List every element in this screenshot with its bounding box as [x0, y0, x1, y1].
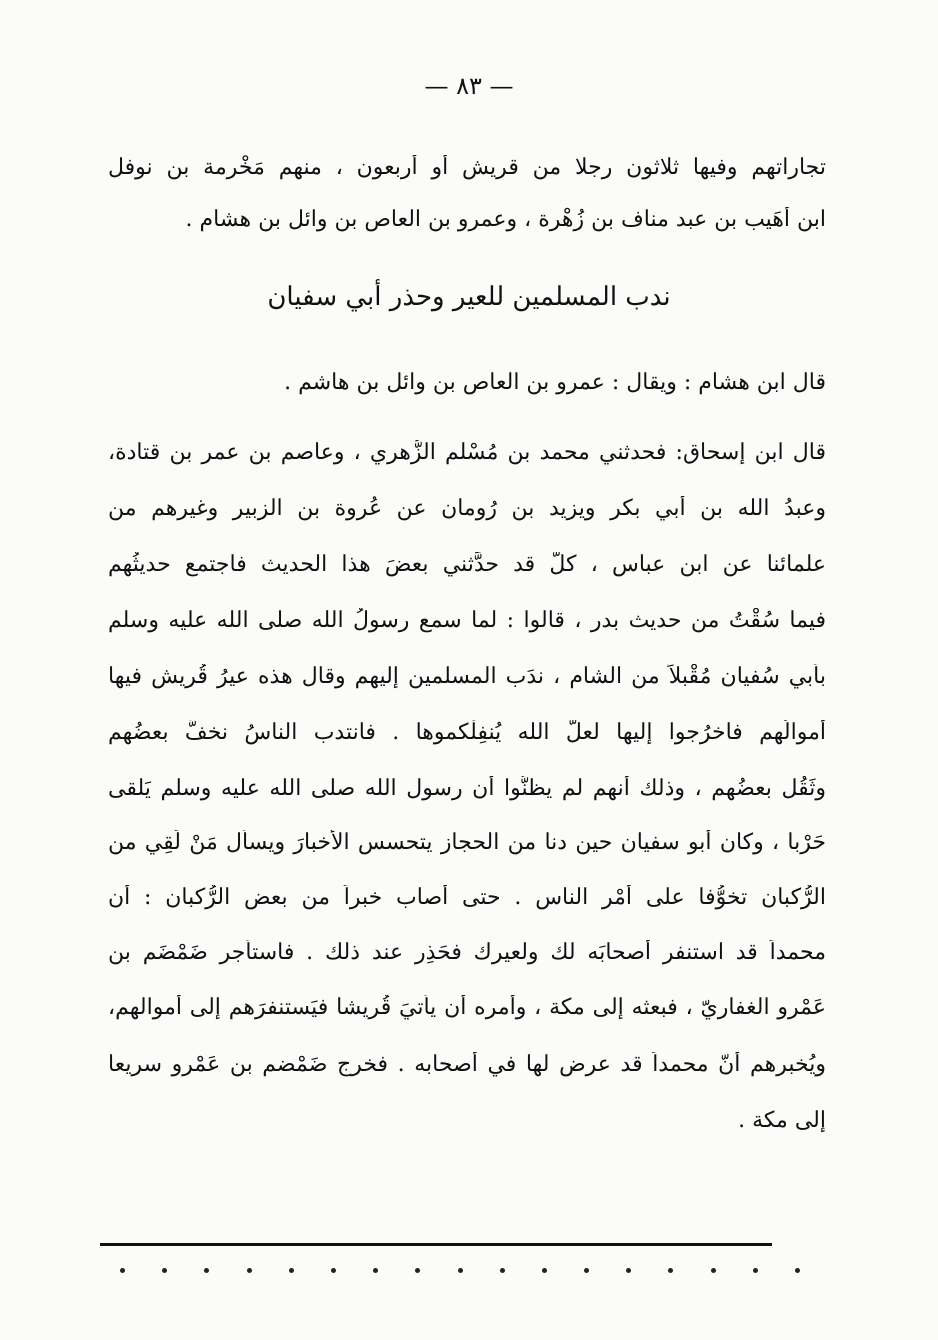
page-number: — ٨٣ —	[424, 72, 514, 100]
section-heading: ندب المسلمين للعير وحذر أبي سفيان	[267, 282, 671, 312]
dot	[120, 1268, 125, 1273]
dot	[626, 1268, 631, 1273]
dot	[711, 1268, 716, 1273]
dot	[204, 1268, 209, 1273]
text-line: بأبي سُفيان مُقْبلاً من الشام ، ندَب المسلمين إليهم وقال هذه عيرُ قُريش فيها	[108, 664, 826, 689]
dot	[458, 1268, 463, 1273]
dot	[584, 1268, 589, 1273]
text-line: محمداً قد استنفر أصحابَه لك ولعيرك فحَذِر عند ذلك . فاستأجر ضَمْضَم بن	[108, 940, 826, 965]
dot	[162, 1268, 167, 1273]
dot	[289, 1268, 294, 1273]
text-line: قال ابن إسحاق: فحدثني محمد بن مُسْلم الزُّهري ، وعاصم بن عمر بن قتادة،	[108, 440, 826, 465]
dot	[500, 1268, 505, 1273]
dot	[542, 1268, 547, 1273]
footer-dots	[120, 1268, 800, 1273]
dot	[415, 1268, 420, 1273]
footer-rule	[100, 1243, 772, 1246]
text-line: تجاراتهم وفيها ثلاثون رجلا من قريش أو أربعون ، منهم مَخْرمة بن نوفل	[108, 155, 826, 180]
text-line: حَرْبا ، وكان أبو سفيان حين دنا من الحجاز يتحسس الأخبارَ ويسأل مَنْ لَقِي من	[108, 830, 826, 855]
dot	[753, 1268, 758, 1273]
dot	[331, 1268, 336, 1273]
dot	[247, 1268, 252, 1273]
text-line: الرُّكبان تخوُّفا على أمْر الناس . حتى أصاب خبراً من بعض الرُّكبان : أن	[108, 885, 826, 910]
dot	[668, 1268, 673, 1273]
editor-note: قال ابن هشام : ويقال : عمرو بن العاص بن وائل بن هاشم .	[284, 370, 826, 395]
text-line: عَمْرو الغفاريّ ، فبعثه إلى مكة ، وأمره أن يأتيَ قُريشا فيَستنفرَهم إلى أموالهم،	[108, 995, 826, 1020]
text-line: فيما سُقْتُ من حديث بدر ، قالوا : لما سمع رسولُ الله صلى الله عليه وسلم	[108, 608, 826, 633]
text-line: أموالُهم فاخرُجوا إليها لعلَّ الله يُنفِلْكموها . فانتدب الناسُ نخفَّ بعضُهم	[108, 720, 826, 745]
text-line: وثَقُل بعضُهم ، وذلك أنهم لم يظنُّوا أن رسول الله صلى الله عليه وسلم يَلقى	[108, 776, 826, 801]
text-line: ابن أُهَيب بن عبد مناف بن زُهْرة ، وعمرو بن العاص بن وائل بن هشام .	[185, 207, 826, 232]
dot	[795, 1268, 800, 1273]
text-line: ويُخبرهم أنّ محمداً قد عرض لها في أصحابه . فخرج ضَمْضم بن عَمْرو سريعا	[108, 1052, 826, 1077]
dot	[373, 1268, 378, 1273]
text-line: علمائنا عن ابن عباس ، كلٌّ قد حدَّثني بعضَ هذا الحديث فاجتمع حديثُهم	[108, 552, 826, 577]
text-line: وعبدُ الله بن أبي بكر ويزيد بن رُومان عن عُروة بن الزبير وغيرهم من	[108, 496, 826, 521]
text-line: إلى مكة .	[738, 1108, 826, 1133]
